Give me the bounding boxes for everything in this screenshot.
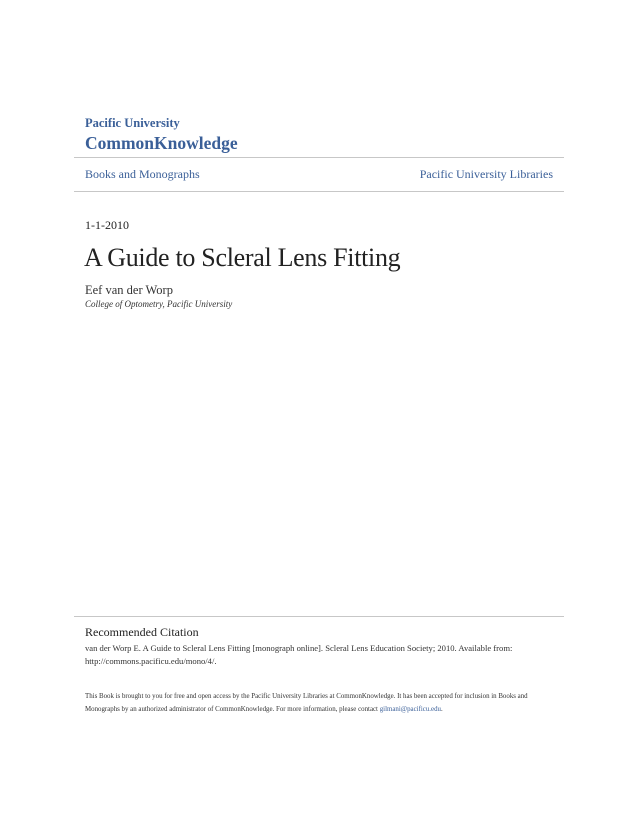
contact-email-link[interactable]: gilmani@pacificu.edu bbox=[379, 706, 441, 713]
notice-text: This Book is brought to you for free and open access by the Pacific University Libraries at CommonKnowledge. It has been accepted for inclusion in Books and Monographs by an authorized administrator of CommonKnowledge. For more information, please contact bbox=[85, 693, 528, 713]
header-divider-bottom bbox=[74, 191, 564, 192]
repository-brand[interactable] bbox=[85, 116, 238, 154]
author-name: Eef van der Worp bbox=[85, 283, 173, 297]
citation-heading: Recommended Citation bbox=[85, 625, 199, 639]
collection-link[interactable]: Books and Monographs bbox=[85, 167, 200, 181]
citation-text: van der Worp E. A Guide to Scleral Lens Fitting [monograph online]. Scleral Lens Education Society; 2010. Available from: http://commons.pacificu.edu/mono/4/. bbox=[85, 643, 513, 666]
author-affiliation: College of Optometry, Pacific University bbox=[85, 299, 233, 309]
institution-name[interactable]: Pacific University bbox=[85, 116, 180, 130]
header-divider-top bbox=[74, 157, 564, 158]
library-link[interactable]: Pacific University Libraries bbox=[419, 167, 553, 181]
access-notice bbox=[85, 690, 560, 716]
publication-date: 1-1-2010 bbox=[85, 218, 129, 232]
citation-divider bbox=[74, 616, 564, 617]
document-title: A Guide to Scleral Lens Fitting bbox=[84, 243, 401, 272]
repository-name[interactable]: CommonKnowledge bbox=[85, 133, 238, 153]
notice-end: . bbox=[440, 706, 443, 713]
